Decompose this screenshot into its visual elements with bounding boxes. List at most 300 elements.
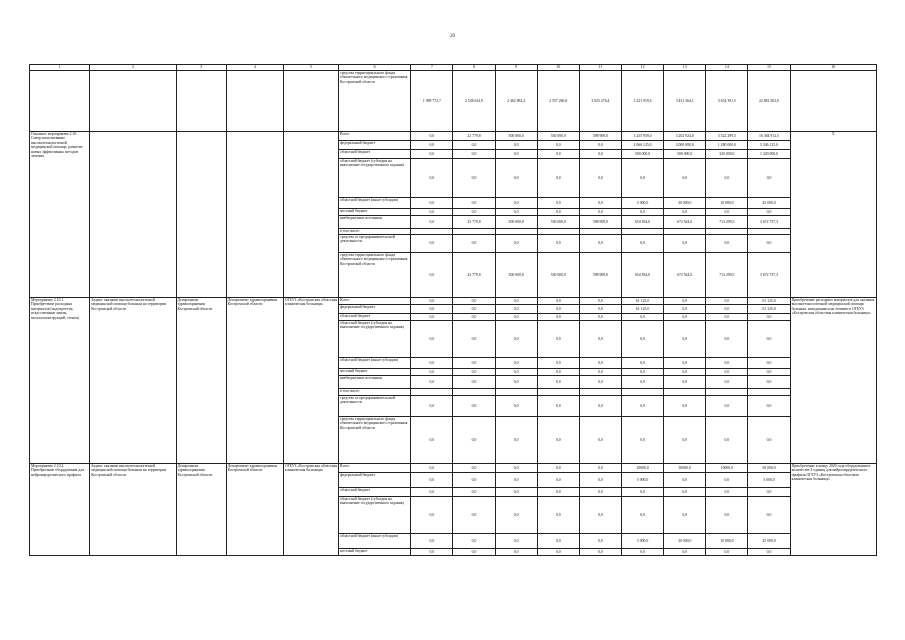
value-cell: 0,0 [579,235,621,253]
value-cell: 0,0 [453,549,495,556]
value-cell: 530 000,0 [537,253,579,298]
value-cell: 0,0 [537,488,579,497]
funding-source: областной бюджет [339,488,411,497]
value-cell: 0,0 [495,464,537,473]
value-cell: 0,0 [664,305,706,314]
value-cell: 0,0 [748,314,790,321]
value-cell: 0,0 [579,376,621,389]
value-cell: 0,0 [748,549,790,556]
value-cell [706,389,748,396]
value-cell: 0,0 [495,549,537,556]
value-cell: 61 125,0 [622,305,664,314]
value-cell: 50 000,0 [748,464,790,473]
block-participant [283,132,338,298]
value-cell: 500 000,0 [664,150,706,159]
column-number: 10 [537,65,579,71]
block-executor: Департамент здравоохранения Костромской области [176,298,226,464]
value-cell: 672 924,0 [664,216,706,229]
funding-source: в том числе: [339,229,411,235]
value-cell: 0,0 [622,369,664,376]
value-cell: 0,0 [411,253,453,298]
value-cell: 0,0 [748,417,790,464]
value-cell: 0,0 [579,549,621,556]
block-result: Приобретение к концу 2020 года оборудования в количестве 4 единиц для нейрохирургического профиля ОГБУЗ «Костромская областная клиническая больница» [790,464,876,556]
value-cell: 0,0 [453,488,495,497]
column-number: 12 [622,65,664,71]
value-cell: 0,0 [411,464,453,473]
value-cell: 2 462 882,4 [495,71,537,132]
value-cell: 0,0 [579,159,621,198]
block-coexec [226,132,283,298]
value-cell: 0,0 [537,198,579,209]
column-number: 1 [30,65,90,71]
value-cell: 10000,0 [706,464,748,473]
value-cell: 0,0 [537,534,579,549]
value-cell: 0,0 [453,376,495,389]
value-cell: 0,0 [495,497,537,534]
column-number: 9 [495,65,537,71]
value-cell: 3 672 737,3 [748,253,790,298]
block-participant: ОГБУЗ «Костромская областная клиническая больница» [283,298,338,464]
value-cell: 0,0 [453,358,495,369]
value-cell: 598 909,0 [579,253,621,298]
value-cell: 0,0 [411,417,453,464]
value-cell [579,389,621,396]
value-cell: 713 299,5 [706,216,748,229]
value-cell: 713 299,5 [706,253,748,298]
value-cell: 0,0 [706,369,748,376]
value-cell [411,389,453,396]
value-cell: 0,0 [622,376,664,389]
value-cell: 0,0 [495,396,537,417]
value-cell [453,389,495,396]
value-cell: 0,0 [748,369,790,376]
value-cell: 0,0 [495,358,537,369]
value-cell: 0,0 [664,298,706,305]
value-cell: 0,0 [748,358,790,369]
value-cell: 672 924,0 [664,253,706,298]
value-cell: 0,0 [748,321,790,358]
value-cell: 0,0 [453,314,495,321]
value-cell: 0,0 [579,497,621,534]
funding-source: средства от предпринимательской деятельности [339,396,411,417]
column-number: 16 [790,65,876,71]
table-row [30,298,877,305]
value-cell: 0,0 [579,396,621,417]
value-cell: 0,0 [495,298,537,305]
value-cell: 0,0 [706,321,748,358]
value-cell: 0,0 [453,417,495,464]
value-cell: 3 221 919,4 [622,71,664,132]
funding-source: средства территориального фонда обязательного медицинского страхования Костромской области [339,253,411,298]
value-cell: 0,0 [664,209,706,216]
value-cell: 0,0 [537,417,579,464]
value-cell: 0,0 [706,298,748,305]
value-cell: 0,0 [579,314,621,321]
value-cell: 0,0 [453,321,495,358]
value-cell: 0,0 [622,235,664,253]
value-cell: 0,0 [706,209,748,216]
value-cell: 0,0 [453,369,495,376]
funding-source: федеральный бюджет [339,141,411,150]
block-result: Х [790,132,876,298]
value-cell [537,389,579,396]
funding-source: областной бюджет (иные субсидии) [339,198,411,209]
value-cell: 0,0 [622,417,664,464]
column-number: 4 [226,65,283,71]
funding-source: федеральный бюджет [339,305,411,314]
value-cell: 0,0 [411,159,453,198]
value-cell: 0,0 [411,376,453,389]
value-cell: 5 000,0 [622,473,664,488]
value-cell: 1 280 000,0 [706,141,748,150]
funding-source: средства от предпринимательской деятельности [339,235,411,253]
funding-source: областной бюджет [339,150,411,159]
value-cell: 0,0 [664,235,706,253]
column-number: 5 [283,65,338,71]
funding-source: местный бюджет [339,549,411,556]
block-participant: ОГБУЗ «Костромская областная клиническая больница» [283,464,338,556]
value-cell [748,389,790,396]
funding-source: внебюджетные источники [339,216,411,229]
value-cell: 0,0 [495,417,537,464]
value-cell: 61 125,0 [748,298,790,305]
value-cell: 0,0 [579,464,621,473]
value-cell: 0,0 [411,396,453,417]
value-cell: 0,0 [748,235,790,253]
value-cell: 0,0 [411,549,453,556]
value-cell: 0,0 [537,549,579,556]
value-cell: 0,0 [622,358,664,369]
value-cell: 23 779,8 [453,253,495,298]
value-cell: 0,0 [748,376,790,389]
value-cell: 0,0 [495,369,537,376]
value-cell: 0,0 [748,396,790,417]
value-cell: 0,0 [622,321,664,358]
value-cell: 0,0 [537,497,579,534]
value-cell: 0,0 [706,417,748,464]
page-number: 20 [450,34,455,39]
value-cell: 23 779,8 [453,132,495,141]
value-cell: 0,0 [453,209,495,216]
value-cell: 2 066 125,0 [622,141,664,150]
value-cell: 0,0 [453,534,495,549]
value-cell: 0,0 [706,358,748,369]
value-cell: 0,0 [537,298,579,305]
value-cell: 0,0 [579,305,621,314]
value-cell: 0,0 [453,298,495,305]
value-cell: 0,0 [748,159,790,198]
value-cell: 0,0 [622,396,664,417]
value-cell: 0,0 [495,534,537,549]
value-cell: 30 000,0 [664,534,706,549]
value-cell: 3 431 364,1 [664,71,706,132]
value-cell: 0,0 [579,488,621,497]
value-cell: 0,0 [453,198,495,209]
table-row [30,132,877,141]
value-cell: 5 000,0 [622,534,664,549]
value-cell: 0,0 [411,497,453,534]
block-coexec: Департамент здравоохранения Костромской области [226,298,283,464]
value-cell: 500 000,0 [495,132,537,141]
value-cell: 0,0 [706,473,748,488]
value-cell: 0,0 [664,497,706,534]
value-cell: 45 000,0 [748,534,790,549]
value-cell: 0,0 [453,464,495,473]
block-coexec: Департамент здравоохранения Костромской области [226,464,283,556]
value-cell: 0,0 [411,150,453,159]
value-cell: 0,0 [622,314,664,321]
value-cell: 2 538 634,9 [453,71,495,132]
value-cell: 0,0 [706,235,748,253]
value-cell: 2 557 260,0 [537,71,579,132]
value-cell: 3 025 276,4 [579,71,621,132]
block-task: Задача: оказание высокотехнологичной медицинской помощи больным на территории Костромской области [90,464,176,556]
value-cell: 0,0 [495,376,537,389]
value-cell: 0,0 [622,159,664,198]
value-cell: 0,0 [664,358,706,369]
value-cell: 0,0 [537,235,579,253]
value-cell: 0,0 [411,298,453,305]
value-cell: 0,0 [579,473,621,488]
block-executor: Департамент здравоохранения Костромской области [176,464,226,556]
value-cell: 23 779,8 [453,216,495,229]
value-cell: 0,0 [579,141,621,150]
value-cell: 3 235 959,0 [622,132,664,141]
funding-source: местный бюджет [339,209,411,216]
value-cell: 0,0 [453,305,495,314]
value-cell: 0,0 [495,488,537,497]
column-number: 15 [748,65,790,71]
empty-cell [226,71,283,132]
value-cell: 0,0 [495,159,537,198]
value-cell: 0,0 [622,488,664,497]
value-cell: 0,0 [411,305,453,314]
value-cell: 61 125,0 [622,298,664,305]
value-cell: 45 000,0 [748,198,790,209]
column-number: 2 [90,65,176,71]
value-cell: 0,0 [664,396,706,417]
value-cell: 0,0 [453,159,495,198]
value-cell: 0,0 [411,473,453,488]
value-cell: 0,0 [453,235,495,253]
value-cell: 0,0 [622,549,664,556]
value-cell: 1 320 000,0 [748,150,790,159]
value-cell: 598 909,0 [579,216,621,229]
value-cell: 500 000,0 [495,216,537,229]
column-number: 11 [579,65,621,71]
value-cell: 30000,0 [664,464,706,473]
value-cell: 0,0 [706,549,748,556]
value-cell: 0,0 [579,417,621,464]
funding-source: областной бюджет (иные субсидии) [339,358,411,369]
value-cell: 0,0 [453,396,495,417]
value-cell: 10000,0 [622,464,664,473]
funding-source: областной бюджет (субсидия на выполнение государственного задания) [339,321,411,358]
empty-cell [90,71,176,132]
value-cell: 0,0 [579,150,621,159]
value-cell: 320 000,0 [706,150,748,159]
value-cell: 0,0 [453,141,495,150]
value-cell: 3 202 924,0 [664,132,706,141]
value-cell: 0,0 [579,534,621,549]
value-cell: 0,0 [453,473,495,488]
value-cell: 0,0 [411,209,453,216]
value-cell: 0,0 [537,159,579,198]
value-cell: 0,0 [664,321,706,358]
value-cell: 0,0 [537,150,579,159]
value-cell: 654 834,0 [622,216,664,229]
column-number: 14 [706,65,748,71]
funding-source: Всего [339,132,411,141]
empty-cell [176,71,226,132]
value-cell: 0,0 [411,488,453,497]
block-name: Основное мероприятие 2.10. Совер-шенствование высокотехнологичной медицинской помощи, развитие новых эффективных методов лечения [30,132,90,298]
value-cell: 500 000,0 [495,253,537,298]
value-cell: 0,0 [664,549,706,556]
value-cell: 10 000,0 [706,534,748,549]
value-cell: 530 000,0 [537,216,579,229]
value-cell: 5 000,0 [748,473,790,488]
value-cell: 0,0 [537,464,579,473]
value-cell: 10 000,0 [706,198,748,209]
funding-source: местный бюджет [339,369,411,376]
value-cell: 0,0 [622,209,664,216]
block-task [90,132,176,298]
value-cell: 0,0 [537,376,579,389]
value-cell: 0,0 [748,209,790,216]
value-cell: 0,0 [579,198,621,209]
value-cell: 0,0 [664,488,706,497]
value-cell: 5 322 299,5 [706,132,748,141]
column-number: 3 [176,65,226,71]
block-task: Задача: оказание высокотехнологичной медицинской помощи больным на территории Костромской области [90,298,176,464]
value-cell: 598 909,0 [579,132,621,141]
value-cell: 0,0 [495,321,537,358]
value-cell: 0,0 [664,376,706,389]
column-number: 7 [411,65,453,71]
value-cell: 0,0 [579,358,621,369]
value-cell: 2 000 000,0 [664,141,706,150]
value-cell: 0,0 [537,321,579,358]
value-cell: 0,0 [411,132,453,141]
value-cell: 0,0 [537,396,579,417]
funding-source: в том числе: [339,389,411,396]
value-cell: 0,0 [748,497,790,534]
block-executor [176,132,226,298]
value-cell: 530 000,0 [537,132,579,141]
value-cell: 0,0 [537,358,579,369]
value-cell: 0,0 [411,141,453,150]
value-cell: 654 834,0 [622,253,664,298]
value-cell: 0,0 [453,497,495,534]
value-cell: 0,0 [537,369,579,376]
value-cell: 0,0 [495,209,537,216]
value-cell: 0,0 [706,488,748,497]
empty-cell [283,71,338,132]
value-cell: 0,0 [537,141,579,150]
budget-table [29,64,877,556]
funding-source: Всего [339,464,411,473]
empty-cell [790,71,876,132]
value-cell: 0,0 [579,321,621,358]
funding-source: областной бюджет (субсидия на выполнение государственного задания) [339,497,411,534]
value-cell: 0,0 [537,305,579,314]
funding-source: средства территориального фонда обязательного медицинского страхования Костромской области [339,417,411,464]
value-cell: 0,0 [495,314,537,321]
value-cell: 0,0 [622,497,664,534]
value-cell [622,389,664,396]
value-cell: 0,0 [411,369,453,376]
block-result: Приобретение расходных материалов для оказания высокотехнологичной медицинской помощи больным, находящимся на лечении в ОГБУЗ «Костромская областная клиническая больница» [790,298,876,464]
value-cell: 30 000,0 [664,198,706,209]
value-cell: 3 672 737,3 [748,216,790,229]
funding-source: областной бюджет (субсидия на выполнение государственного задания) [339,159,411,198]
value-cell: 0,0 [706,376,748,389]
funding-source: средства территориального фонда обязательного медицинского страхования Костромской области [339,71,411,132]
value-cell: 0,0 [411,534,453,549]
value-cell: 0,0 [664,159,706,198]
column-number: 6 [339,65,411,71]
value-cell: 0,0 [495,473,537,488]
value-cell: 0,0 [706,159,748,198]
value-cell: 0,0 [537,473,579,488]
value-cell: 0,0 [495,235,537,253]
value-cell: 0,0 [537,209,579,216]
column-number: 8 [453,65,495,71]
value-cell: 0,0 [664,473,706,488]
value-cell: 0,0 [579,298,621,305]
value-cell: 3 654 391,5 [706,71,748,132]
value-cell: 0,0 [411,314,453,321]
empty-cell [30,71,90,132]
value-cell: 0,0 [664,417,706,464]
value-cell: 16 384 912,5 [748,132,790,141]
value-cell [664,389,706,396]
value-cell: 0,0 [706,314,748,321]
value-cell: 0,0 [579,369,621,376]
value-cell: 0,0 [706,396,748,417]
value-cell: 0,0 [537,314,579,321]
value-cell: 500 000,0 [622,150,664,159]
value-cell: 0,0 [706,305,748,314]
funding-source: областной бюджет [339,314,411,321]
value-cell: 5 000,0 [622,198,664,209]
block-name: Мероприятие 2.10.1. Приобретение расходных материалов (эндопротезы, искусственные линзы, металлоконструкций, стенты) [30,298,90,464]
funding-source: внебюджетные источники [339,376,411,389]
value-cell: 0,0 [411,198,453,209]
column-number: 13 [664,65,706,71]
value-cell: 22 881 502,0 [748,71,790,132]
block-name: Мероприятие 2.10.2. Приобретение оборудования для нейрохирургического профиля [30,464,90,556]
value-cell: 0,0 [664,369,706,376]
value-cell: 1 989 772,7 [411,71,453,132]
value-cell: 0,0 [706,497,748,534]
value-cell: 0,0 [579,209,621,216]
funding-source: Всего [339,298,411,305]
value-cell: 0,0 [664,314,706,321]
table-row [30,464,877,473]
table-body [30,65,877,556]
value-cell: 61 125,0 [748,305,790,314]
value-cell [495,389,537,396]
value-cell: 0,0 [495,305,537,314]
value-cell: 5 346 125,0 [748,141,790,150]
value-cell: 0,0 [411,358,453,369]
value-cell: 0,0 [411,321,453,358]
value-cell: 0,0 [495,141,537,150]
value-cell: 0,0 [411,235,453,253]
